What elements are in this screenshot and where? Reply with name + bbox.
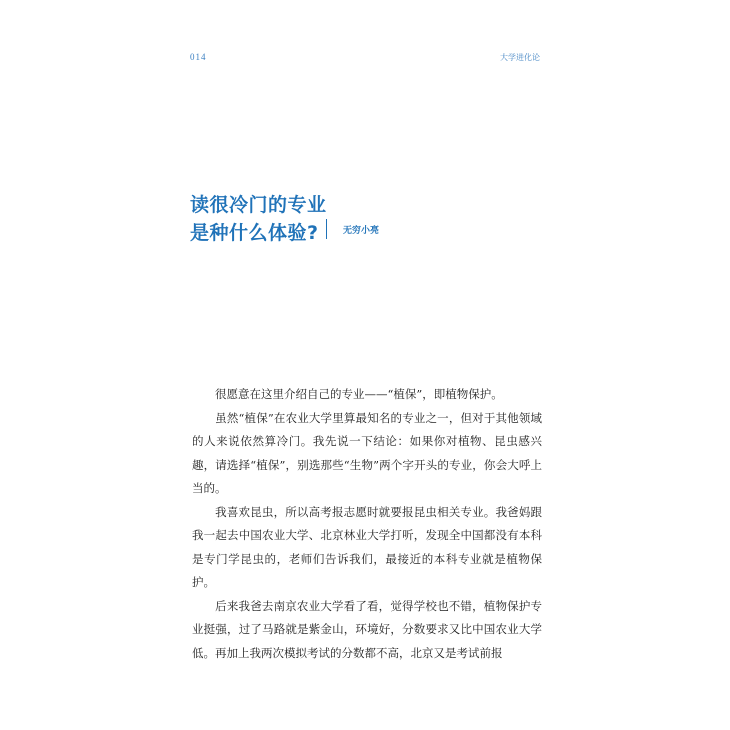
paragraph — [192, 595, 542, 666]
paragraph — [192, 407, 542, 501]
article-title-line-1: 读很冷门的专业 — [190, 194, 327, 216]
paragraph-text: 虽然“植保”在农业大学里算最知名的专业之一，但对于其他领域的人来说依然算冷门。我先说一下结论：如果你对植物、昆虫感兴趣，请选择“植保”，别选那些“生物”两个字开头的专业，你会大呼上当的。 — [192, 410, 542, 495]
article-title-line-2: 是种什么体验? — [190, 222, 319, 244]
paragraph-text: 很愿意在这里介绍自己的专业——“植保”，即植物保护。 — [215, 387, 503, 401]
paragraph — [192, 383, 542, 407]
title-divider — [326, 219, 327, 239]
author-name: 无穷小亮 — [343, 226, 380, 236]
paragraph — [192, 501, 542, 595]
paragraph-text: 我喜欢昆虫，所以高考报志愿时就要报昆虫相关专业。我爸妈跟我一起去中国农业大学、北京林业大学打听，发现全中国都没有本科是专门学昆虫的，老师们告诉我们，最接近的本科专业就是植物保护。 — [192, 504, 542, 589]
running-header-book-title: 大学进化论 — [500, 53, 540, 62]
article-body — [192, 383, 542, 665]
page-number: 014 — [190, 52, 207, 62]
paragraph-text: 后来我爸去南京农业大学看了看，觉得学校也不错，植物保护专业挺强，过了马路就是紫金山，环境好，分数要求又比中国农业大学低。再加上我两次模拟考试的分数都不高，北京又是考试前报 — [192, 598, 542, 660]
